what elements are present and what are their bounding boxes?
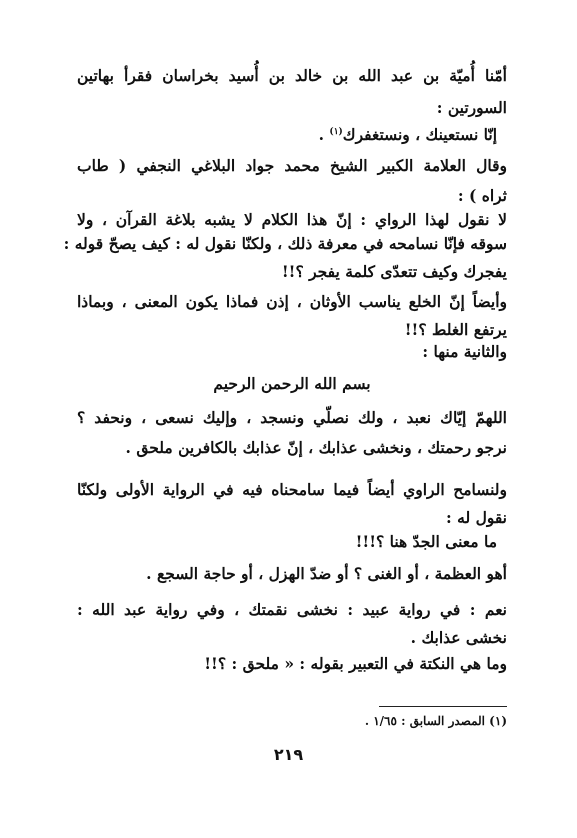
text-line-17: ما معنى الجدّ هنا ؟!!! [355, 532, 497, 551]
text-line-19: نعم : في رواية عبيد : نخشى نقمتك ، وفي رواية عبد الله : [77, 600, 507, 619]
text-line-21: وما هي النكتة في التعبير بقوله : « ملحق : ؟!! [204, 654, 507, 673]
text-line-13: اللهمّ إيّاك نعبد ، ولك نصلّي ونسجد ، وإليك نسعى ، ونحفد ؟ [77, 408, 507, 427]
text-line-3 [67, 120, 497, 147]
text-line-16: نقول له : [446, 508, 507, 527]
text-line-10: يرتفع الغلط ؟!! [404, 320, 507, 339]
text-line-2: السورتين : [436, 98, 507, 117]
footnote-marker: (١) [329, 127, 343, 137]
text-line-15: ولنسامح الراوي أيضاً فيما سامحناه فيه في الرواية الأولى ولكنّا [77, 480, 507, 499]
text-line-8: يفجرك وكيف تتعدّى كلمة يفجر ؟!! [281, 262, 507, 281]
text-line-3-end: . [318, 125, 330, 145]
text-line-4: وقال العلامة الكبير الشيخ محمد جواد البلاغي النجفي ( طاب [77, 156, 507, 175]
basmala-line: بسم الله الرحمن الرحيم [213, 374, 371, 393]
text-line-9: وأيضاً إنّ الخلع يناسب الأوثان ، إذن فماذا يكون المعنى ، وبماذا [77, 292, 507, 311]
text-line-18: أهو العظمة ، أو الغنى ؟ أو ضدّ الهزل ، أو حاجة السجع . [146, 564, 507, 583]
text-line-14: نرجو رحمتك ، ونخشى عذابك ، إنّ عذابك بالكافرين ملحق . [125, 438, 507, 457]
page-number: ٢١٩ [273, 745, 304, 764]
text-line-5: ثراه ) : [457, 186, 507, 205]
footnote-divider [379, 706, 507, 707]
text-line-11: والثانية منها : [422, 342, 507, 361]
text-line-6: لا نقول لهذا الرواي : إنّ هذا الكلام لا يشبه بلاغة القرآن ، ولا [77, 210, 507, 229]
text-line-20: نخشى عذابك . [410, 628, 507, 647]
text-line-7: سوقه فإنّا نسامحه في معرفة ذلك ، ولكنّا نقول له : كيف يصحّ قوله : [63, 234, 507, 253]
text-line-3-body: إنّا نستعينك ، ونستغفرك [342, 125, 497, 145]
text-line-1: أمّنا أُميّة بن عبد الله بن خالد بن أُسيد بخراسان فقرأ بهاتين [77, 66, 507, 85]
footnote: (١) المصدر السابق : ١/٦٥ . [364, 714, 507, 728]
